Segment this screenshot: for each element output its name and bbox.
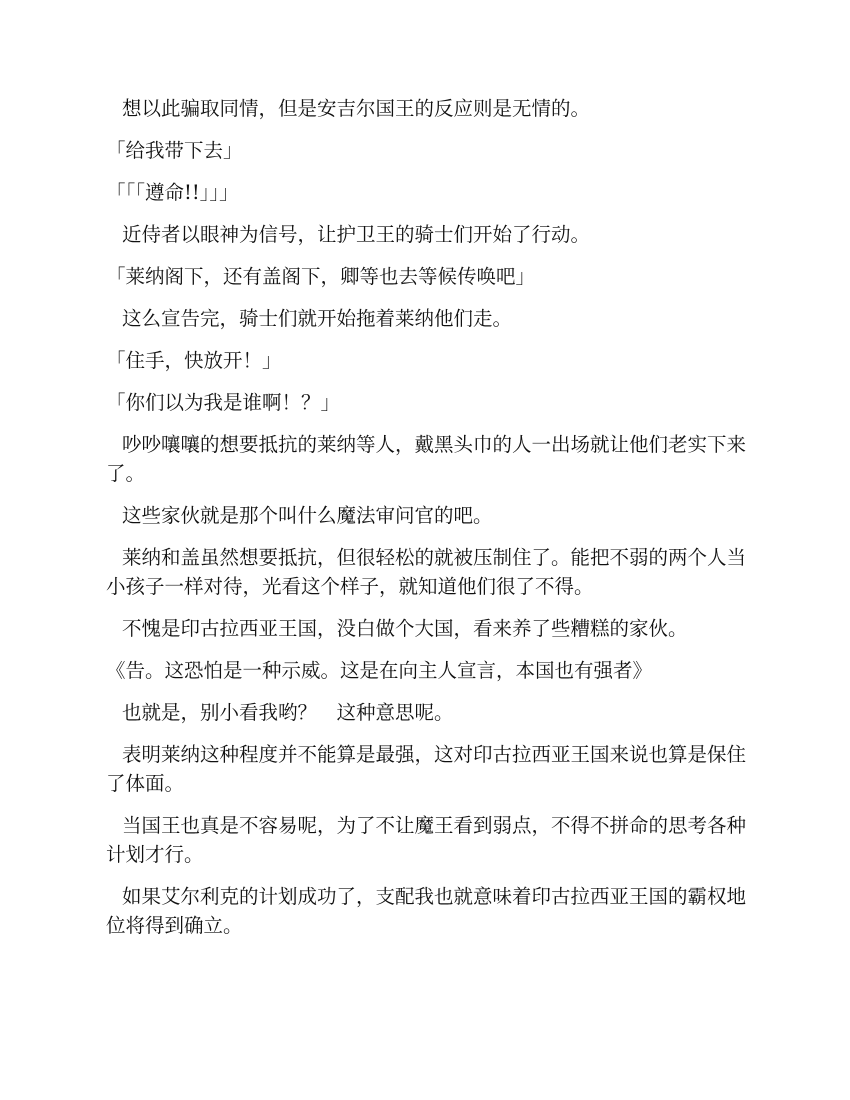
- dialogue-line: 「「「遵命!!」」」: [106, 181, 239, 204]
- dialogue-line: 「住手，快放开！」: [106, 349, 282, 372]
- paragraph: 莱纳和盖虽然想要抵抗，但很轻松的就被压制住了。能把不弱的两个人当小孩子一样对待，光看这个样子，就知道他们很了不得。: [106, 546, 747, 598]
- dialogue-line: 「莱纳阁下，还有盖阁下，卿等也去等候传唤吧」: [106, 265, 536, 288]
- dialogue-line: 《告。这恐怕是一种示威。这是在向主人宣言，本国也有强者》: [106, 659, 653, 682]
- dialogue-line: 「你们以为我是谁啊！？」: [106, 391, 341, 414]
- paragraph: 也就是，别小看我哟？ 这种意思呢。: [122, 701, 454, 724]
- text-body: [106, 94, 756, 953]
- paragraph: 不愧是印古拉西亚王国，没白做个大国，看来养了些糟糕的家伙。: [122, 617, 688, 640]
- paragraph: 吵吵嚷嚷的想要抵抗的莱纳等人，戴黑头巾的人一出场就让他们老实下来了。: [106, 433, 747, 485]
- paragraph: 表明莱纳这种程度并不能算是最强，这对印古拉西亚王国来说也算是保住了体面。: [106, 743, 747, 795]
- paragraph: 想以此骗取同情，但是安吉尔国王的反应则是无情的。: [122, 97, 591, 120]
- paragraph: 如果艾尔利克的计划成功了，支配我也就意味着印古拉西亚王国的霸权地位将得到确立。: [106, 885, 747, 937]
- dialogue-line: 「给我带下去」: [106, 139, 243, 162]
- paragraph: 近侍者以眼神为信号，让护卫王的骑士们开始了行动。: [122, 223, 591, 246]
- paragraph: 当国王也真是不容易呢，为了不让魔王看到弱点，不得不拼命的思考各种计划才行。: [106, 814, 747, 866]
- paragraph: 这么宣告完，骑士们就开始拖着莱纳他们走。: [122, 307, 513, 330]
- paragraph: 这些家伙就是那个叫什么魔法审问官的吧。: [122, 504, 493, 527]
